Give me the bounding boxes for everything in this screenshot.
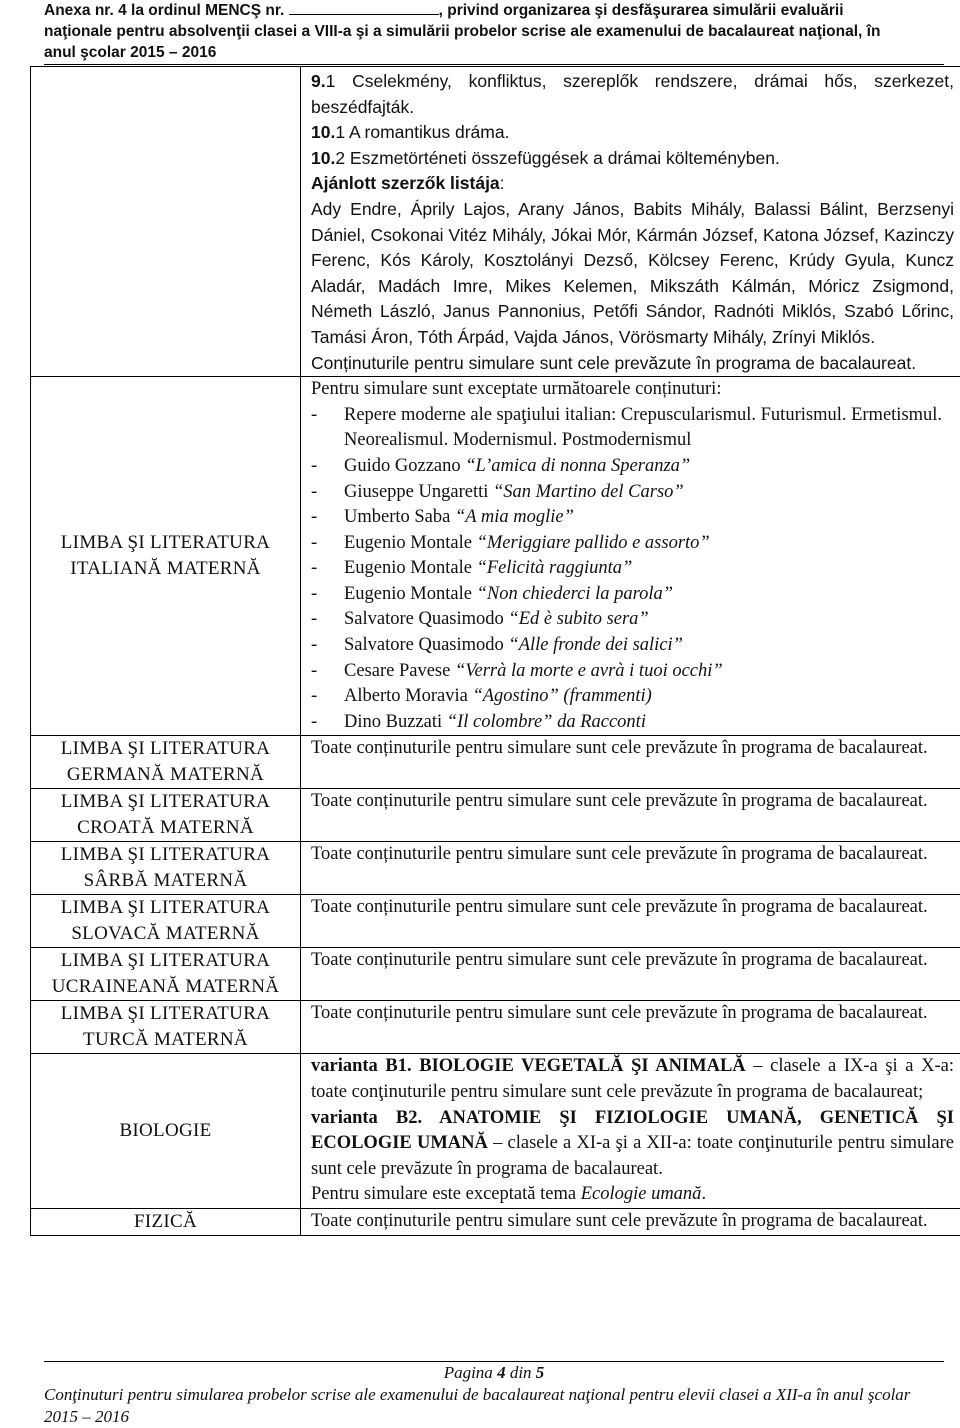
- exception-author: Eugenio Montale: [344, 533, 472, 553]
- exception-work: “L’amica di nonna Speranza”: [465, 456, 690, 476]
- subject-physics: FIZICĂ: [31, 1209, 301, 1236]
- italian-exception-item: [311, 710, 954, 736]
- content-slovak: Toate conținuturile pentru simulare sunt cele prevăzute în programa de bacalaureat.: [301, 895, 960, 948]
- exception-author: Eugenio Montale: [344, 558, 472, 578]
- biology-exception: Pentru simulare este exceptată tema Ecologie umană.: [311, 1182, 954, 1208]
- row-turkish: [31, 1001, 960, 1054]
- exception-author: Umberto Saba: [344, 507, 450, 527]
- biology-b1: varianta B1. BIOLOGIE VEGETALĂ ŞI ANIMALĂ – clasele a IX-a şi a X-a: toate conţinuturile pentru simulare sunt cele prevăzute în programa de bacalaureat;: [311, 1054, 954, 1105]
- authors-list: Ady Endre, Áprily Lajos, Arany János, Babits Mihály, Balassi Bálint, Berzsenyi Dániel, Csokonai Vitéz Mihály, Jókai Mór, Kármán József, Katona József, Kazinczy Ferenc, Kós Károly, Kosztolányi Dezső, Kölcsey Ferenc, Krúdy Gyula, Kuncz Aladár, Madách Imre, Mikes Kelemen, Mikszáth Kálmán, Móricz Zsigmond, Németh László, Janus Pannonius, Petőfi Sándor, Radnóti Miklós, Szabó Lőrinc, Tamási Áron, Tóth Árpád, Vajda János, Vörösmarty Mihály, Zrínyi Miklós.: [311, 197, 954, 351]
- row-slovak: [31, 895, 960, 948]
- biology-b2: varianta B2. ANATOMIE ŞI FIZIOLOGIE UMANĂ, GENETICĂ ŞI ECOLOGIE UMANĂ – clasele a XI-a şi a XII-a: toate conţinuturile pentru simulare sunt cele prevăzute în programa de bacalaureat.: [311, 1106, 954, 1183]
- exception-author: Salvatore Quasimodo: [344, 635, 504, 655]
- exception-author: Eugenio Montale: [344, 584, 472, 604]
- hungarian-note: Conținuturile pentru simulare sunt cele prevăzute în programa de bacalaureat.: [311, 351, 954, 377]
- content-croatian: Toate conținuturile pentru simulare sunt cele prevăzute în programa de bacalaureat.: [301, 789, 960, 842]
- exception-author: Giuseppe Ungaretti: [344, 482, 488, 502]
- item-10-1: 10.1 A romantikus dráma.: [311, 120, 954, 146]
- content-table: [30, 66, 960, 1236]
- row-physics: [31, 1209, 960, 1236]
- exception-work: “Il colombre” da Racconti: [447, 712, 646, 732]
- footer-description: Conţinuturi pentru simularea probelor scrise ale examenului de bacalaureat naţional pentru elevii clasei a XII-a în anul şcolar 2015 – 2016: [44, 1384, 944, 1428]
- blank-order-number: [289, 0, 439, 15]
- exception-work: “Alle fronde dei salici”: [508, 635, 683, 655]
- row-hungarian-continued: [31, 67, 960, 377]
- header-line-3: anul şcolar 2015 – 2016: [44, 42, 944, 63]
- subject-german: LIMBA ŞI LITERATURA GERMANĂ MATERNĂ: [31, 736, 301, 789]
- italian-exception-item: [311, 684, 954, 710]
- content-biology: [301, 1054, 960, 1209]
- subject-serbian: LIMBA ŞI LITERATURA SÂRBĂ MATERNĂ: [31, 842, 301, 895]
- subject-italian: LIMBA ŞI LITERATURA ITALIANĂ MATERNĂ: [31, 377, 301, 736]
- subject-biology: BIOLOGIE: [31, 1054, 301, 1209]
- exception-work: “Ed è subito sera”: [508, 609, 648, 629]
- header-line-2: naţionale pentru absolvenţii clasei a VIII-a şi a simulării probelor scrise ale examenului de bacalaureat naţional, în: [44, 21, 944, 42]
- content-turkish: Toate conținuturile pentru simulare sunt cele prevăzute în programa de bacalaureat.: [301, 1001, 960, 1054]
- subject-ukrainian: LIMBA ŞI LITERATURA UCRAINEANĂ MATERNĂ: [31, 948, 301, 1001]
- document-header: [44, 0, 944, 63]
- italian-exception-item: [311, 582, 954, 608]
- document-footer: [44, 1362, 944, 1428]
- exception-author: Cesare Pavese: [344, 661, 450, 681]
- content-ukrainian: Toate conținuturile pentru simulare sunt cele prevăzute în programa de bacalaureat.: [301, 948, 960, 1001]
- item-9-1: 9.1 Cselekmény, konfliktus, szereplők rendszere, drámai hős, szerkezet, beszédfajták.: [311, 69, 954, 120]
- content-physics: Toate conținuturile pentru simulare sunt cele prevăzute în programa de bacalaureat.: [301, 1209, 960, 1236]
- row-german: [31, 736, 960, 789]
- exception-work: “A mia moglie”: [455, 507, 574, 527]
- row-italian: [31, 377, 960, 736]
- exception-author: Salvatore Quasimodo: [344, 609, 504, 629]
- exception-work: “Non chiederci la parola”: [477, 584, 673, 604]
- exception-work: “Meriggiare pallido e assorto”: [477, 533, 710, 553]
- italian-exception-item: [311, 659, 954, 685]
- header-line-1: Anexa nr. 4 la ordinul MENCŞ nr. , privind organizarea şi desfăşurarea simulării evaluării: [44, 0, 944, 21]
- content-serbian: Toate conținuturile pentru simulare sunt cele prevăzute în programa de bacalaureat.: [301, 842, 960, 895]
- italian-exception-item: [311, 633, 954, 659]
- exception-author: Guido Gozzano: [344, 456, 461, 476]
- italian-exception-item: [311, 454, 954, 480]
- item-10-2: 10.2 Eszmetörténeti összefüggések a drámai költeményben.: [311, 146, 954, 172]
- subject-slovak: LIMBA ŞI LITERATURA SLOVACĂ MATERNĂ: [31, 895, 301, 948]
- row-ukrainian: [31, 948, 960, 1001]
- subject-cell-empty: [31, 67, 301, 377]
- italian-exception-item: [311, 531, 954, 557]
- content-german: Toate conținuturile pentru simulare sunt cele prevăzute în programa de bacalaureat.: [301, 736, 960, 789]
- italian-exception-item: [311, 556, 954, 582]
- exception-work: “San Martino del Carso”: [493, 482, 684, 502]
- exception-author: Dino Buzzati: [344, 712, 442, 732]
- content-cell-italian: [301, 377, 960, 736]
- exception-author: Repere moderne ale spaţiului italian: Crepuscularismul. Futurismul. Ermetismul. Neorealismul. Modernismul. Postmodernismul: [344, 405, 942, 451]
- italian-intro: Pentru simulare sunt exceptate următoarele conținuturi:: [311, 377, 954, 403]
- row-croatian: [31, 789, 960, 842]
- exception-work: “Agostino” (frammenti): [472, 686, 651, 706]
- italian-exceptions-list: [311, 403, 954, 736]
- italian-exception-item: [311, 607, 954, 633]
- authors-heading: Ajánlott szerzők listája:: [311, 171, 954, 197]
- subject-turkish: LIMBA ŞI LITERATURA TURCĂ MATERNĂ: [31, 1001, 301, 1054]
- row-serbian: [31, 842, 960, 895]
- exception-work: “Verrà la morte e avrà i tuoi occhi”: [455, 661, 723, 681]
- italian-exception-item: [311, 505, 954, 531]
- row-biology: [31, 1054, 960, 1209]
- subject-croatian: LIMBA ŞI LITERATURA CROATĂ MATERNĂ: [31, 789, 301, 842]
- page-number: Pagina 4 din 5: [44, 1362, 944, 1384]
- exception-author: Alberto Moravia: [344, 686, 468, 706]
- italian-exception-item: [311, 480, 954, 506]
- content-cell-hungarian: [301, 67, 960, 377]
- header-divider: [44, 64, 944, 65]
- exception-work: “Felicità raggiunta”: [477, 558, 633, 578]
- italian-exception-item: [311, 403, 954, 454]
